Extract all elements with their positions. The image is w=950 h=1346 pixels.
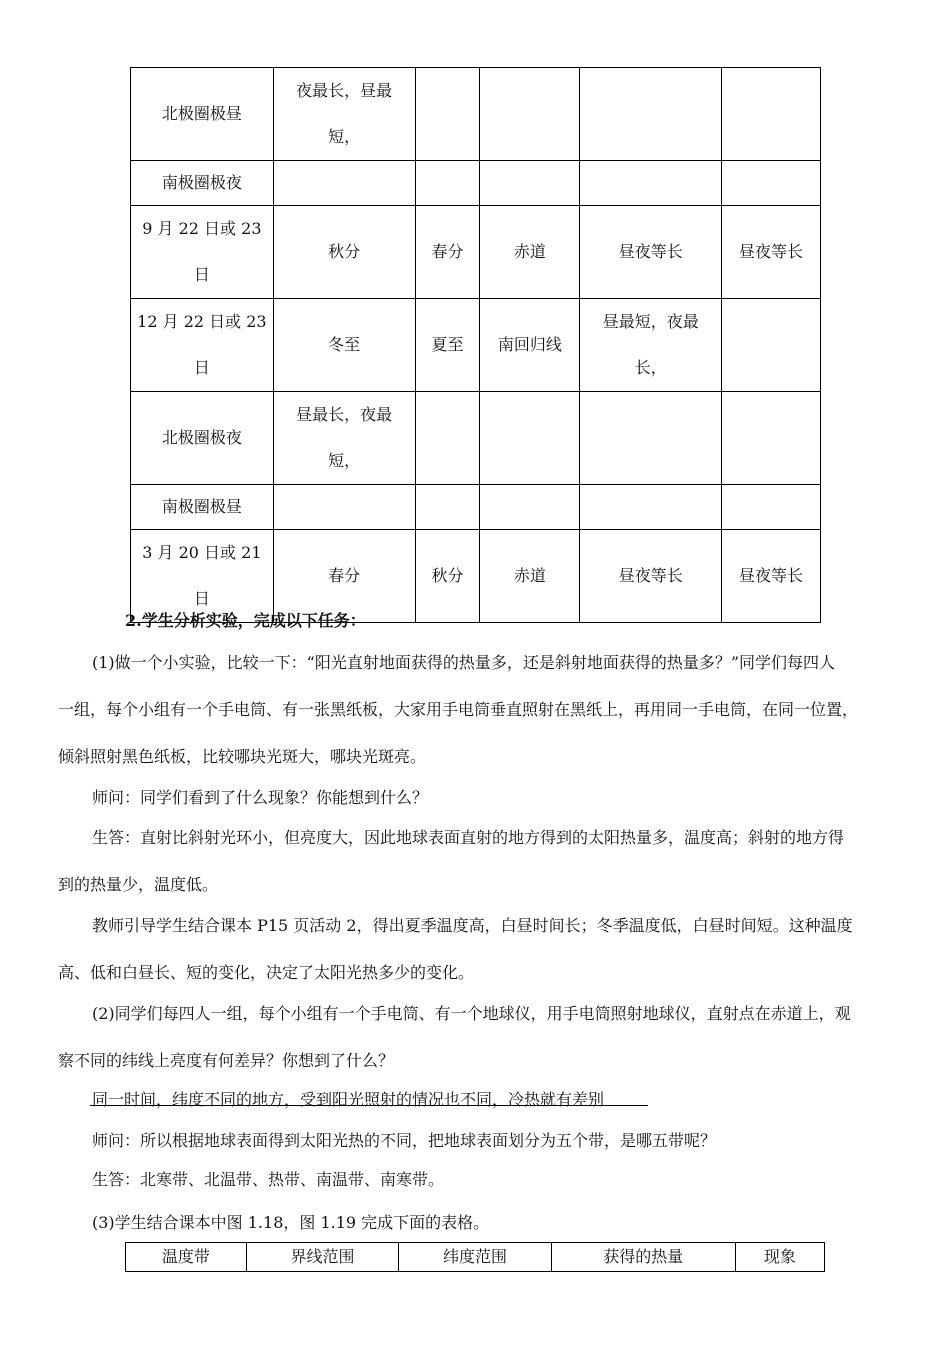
temperature-zone-table bbox=[125, 1242, 825, 1272]
table-header: 温度带 bbox=[126, 1243, 247, 1272]
seasons-table bbox=[130, 67, 821, 623]
table-cell bbox=[273, 161, 415, 206]
table-cell bbox=[415, 485, 480, 530]
table-cell bbox=[415, 392, 480, 485]
table-cell bbox=[480, 485, 580, 530]
paragraph-line: 教师引导学生结合课本 P15 页活动 2，得出夏季温度高，白昼时间长；冬季温度低，白昼时间短。这种温度 bbox=[92, 916, 853, 935]
table-cell bbox=[480, 392, 580, 485]
table-cell bbox=[415, 68, 480, 161]
paragraph-line: 察不同的纬线上亮度有何差异？你想到了什么？ bbox=[58, 1051, 395, 1070]
table-header: 获得的热量 bbox=[551, 1243, 735, 1272]
table-cell bbox=[580, 68, 722, 161]
table-cell: 昼夜等长 bbox=[722, 530, 821, 623]
table-cell: 夏至 bbox=[415, 299, 480, 392]
paragraph-line: 倾斜照射黑色纸板，比较哪块光斑大，哪块光斑亮。 bbox=[58, 747, 427, 766]
cell-line: 短， bbox=[328, 451, 361, 470]
cell-line: 3 月 20 日或 21 bbox=[142, 543, 262, 562]
table-header-row bbox=[126, 1243, 825, 1272]
table-cell: 冬至 bbox=[273, 299, 415, 392]
paragraph-line: (1)做一个小实验，比较一下：“阳光直射地面获得的热量多，还是斜射地面获得的热量多？”同学们每四人 bbox=[92, 653, 836, 672]
table-row bbox=[131, 68, 821, 161]
cell-line: 9 月 22 日或 23 bbox=[142, 219, 262, 238]
table-cell: 春分 bbox=[415, 206, 480, 299]
table-cell bbox=[480, 161, 580, 206]
cell-line: 日 bbox=[193, 265, 210, 284]
section-heading: 2.学生分析实验，完成以下任务： bbox=[125, 611, 366, 630]
table-cell: 北极圈极夜 bbox=[131, 392, 274, 485]
paragraph-line: (2)同学们每四人一组，每个小组有一个手电筒、有一个地球仪，用手电筒照射地球仪，直射点在赤道上，观 bbox=[92, 1004, 851, 1023]
table-cell: 南极圈极夜 bbox=[131, 161, 274, 206]
paragraph-line: (3)学生结合课本中图 1.18，图 1.19 完成下面的表格。 bbox=[92, 1213, 490, 1232]
cell-line: 短， bbox=[328, 127, 361, 146]
teacher-question: 师问：同学们看到了什么现象？你能想到什么？ bbox=[92, 788, 429, 807]
table-cell: 南极圈极昼 bbox=[131, 485, 274, 530]
table-row bbox=[131, 299, 821, 392]
table-cell: 昼夜等长 bbox=[722, 206, 821, 299]
paragraph-line: 生答：直射比斜射光环小，但亮度大，因此地球表面直射的地方得到的太阳热量多，温度高；斜射的地方得 bbox=[92, 828, 845, 847]
table-cell: 春分 bbox=[273, 530, 415, 623]
table-cell: 昼夜等长 bbox=[580, 206, 722, 299]
cell-line: 日 bbox=[193, 358, 210, 377]
cell-line: 12 月 22 日或 23 bbox=[137, 312, 267, 331]
cell-line: 日 bbox=[193, 589, 210, 608]
table-cell bbox=[722, 299, 821, 392]
table-cell bbox=[580, 392, 722, 485]
paragraph-line: 到的热量少，温度低。 bbox=[58, 875, 219, 894]
table-cell bbox=[415, 161, 480, 206]
table-header: 界线范围 bbox=[246, 1243, 398, 1272]
table-cell bbox=[580, 485, 722, 530]
table-cell: 秋分 bbox=[273, 206, 415, 299]
table-row bbox=[131, 206, 821, 299]
table-cell: 昼夜等长 bbox=[580, 530, 722, 623]
table-cell bbox=[273, 485, 415, 530]
table-cell: 赤道 bbox=[480, 206, 580, 299]
table-cell bbox=[722, 161, 821, 206]
teacher-question: 师问：所以根据地球表面得到太阳光热的不同，把地球表面划分为五个带，是哪五带呢？ bbox=[92, 1131, 717, 1150]
table-cell bbox=[580, 161, 722, 206]
cell-line: 夜最长，昼最 bbox=[296, 81, 393, 100]
table-cell bbox=[480, 68, 580, 161]
table-header: 现象 bbox=[735, 1243, 824, 1272]
table-cell: 赤道 bbox=[480, 530, 580, 623]
table-cell bbox=[131, 299, 274, 392]
answer-line: 同一时间，纬度不同的地方，受到阳光照射的情况也不同，冷热就有差别 bbox=[92, 1090, 605, 1109]
paragraph-line: 一组，每个小组有一个手电筒、有一张黑纸板，大家用手电筒垂直照射在黑纸上，再用同一手电筒，在同一位置， bbox=[58, 700, 859, 719]
table-cell bbox=[722, 68, 821, 161]
table-cell bbox=[722, 485, 821, 530]
cell-line: 长， bbox=[634, 358, 667, 377]
answer-underline bbox=[90, 1105, 648, 1106]
table-header: 纬度范围 bbox=[399, 1243, 551, 1272]
cell-line: 昼最长，夜最 bbox=[296, 405, 393, 424]
student-answer: 生答：北寒带、北温带、热带、南温带、南寒带。 bbox=[92, 1170, 445, 1189]
table-cell: 秋分 bbox=[415, 530, 480, 623]
table-cell bbox=[580, 299, 722, 392]
cell-line: 昼最短，夜最 bbox=[602, 312, 699, 331]
table-row bbox=[131, 392, 821, 485]
table-row bbox=[131, 485, 821, 530]
table-row bbox=[131, 161, 821, 206]
table-cell: 南回归线 bbox=[480, 299, 580, 392]
table-cell bbox=[273, 68, 415, 161]
table-cell bbox=[722, 392, 821, 485]
table-cell: 北极圈极昼 bbox=[131, 68, 274, 161]
paragraph-line: 高、低和白昼长、短的变化，决定了太阳光热多少的变化。 bbox=[58, 963, 475, 982]
table-cell bbox=[131, 206, 274, 299]
table-cell bbox=[273, 392, 415, 485]
